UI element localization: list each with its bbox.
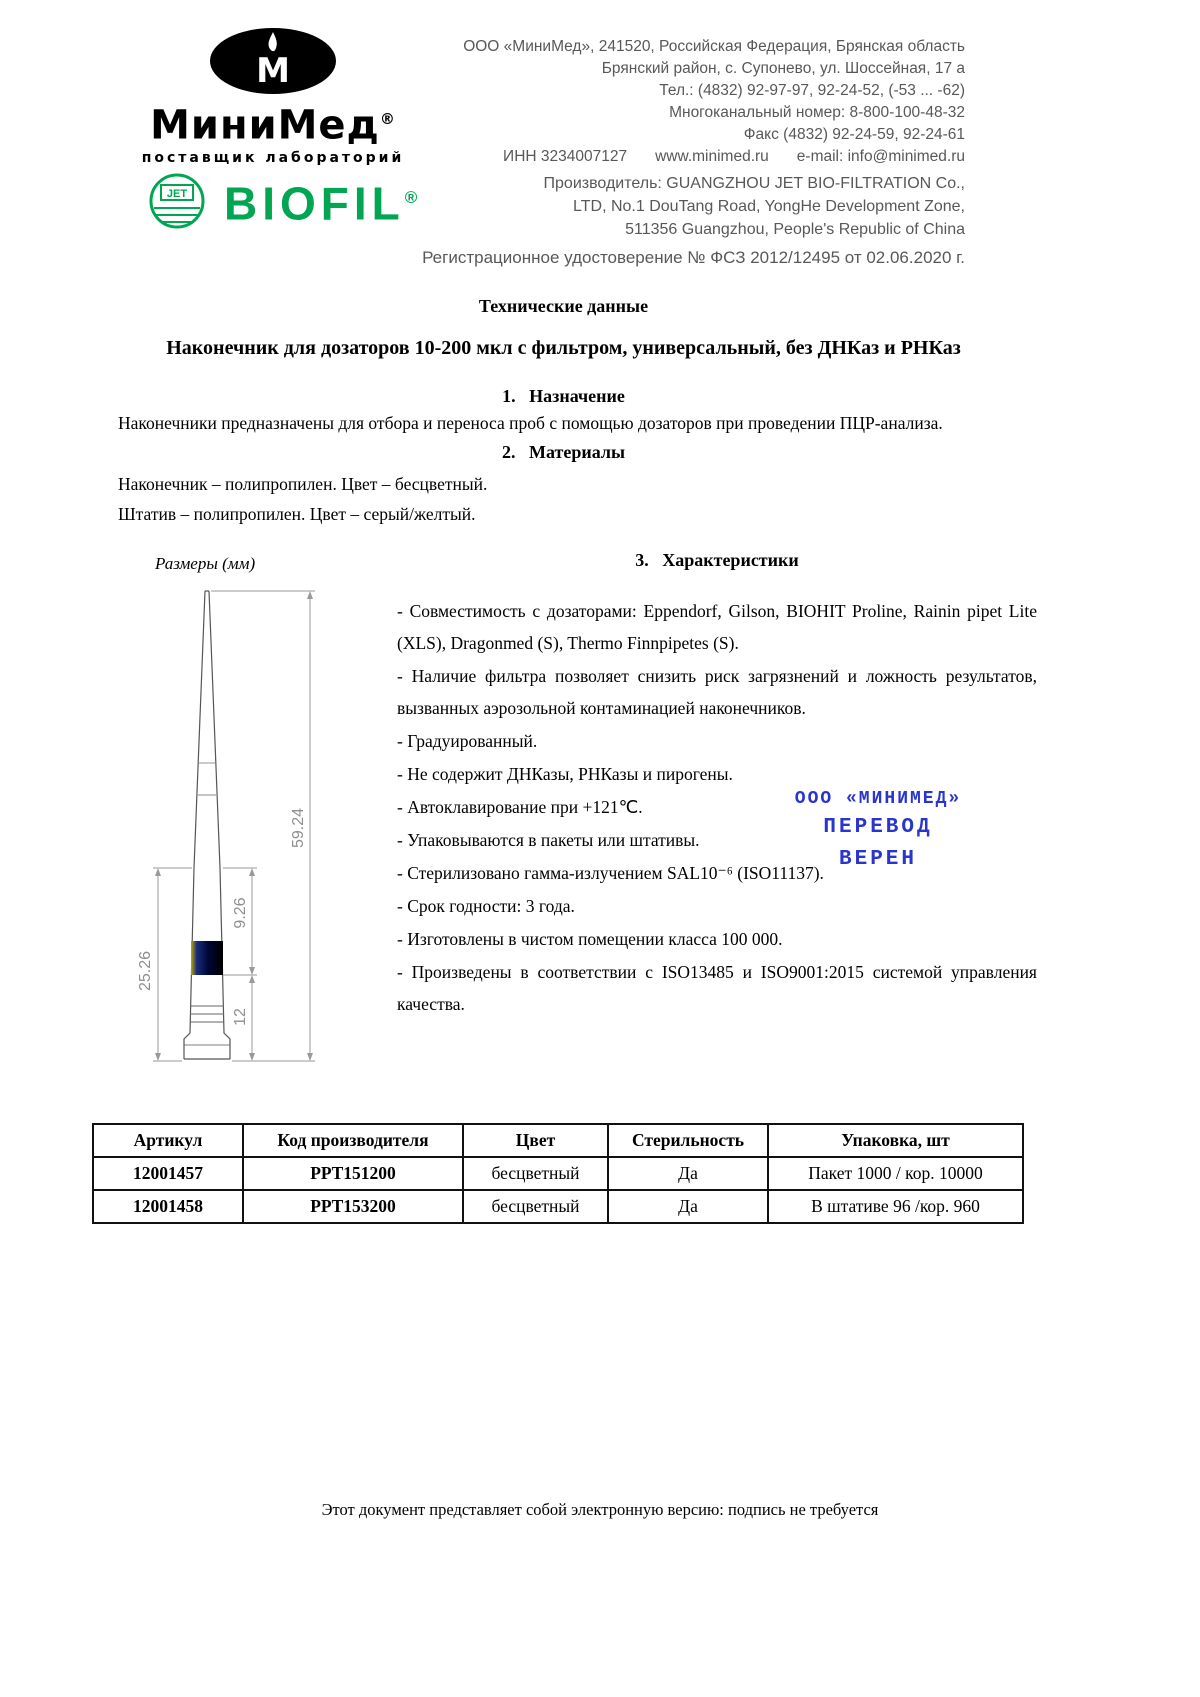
pipette-outline (184, 591, 230, 1059)
dimensions-caption: Размеры (мм) (155, 554, 256, 573)
header-sterility: Стерильность (608, 1124, 768, 1157)
contact-line: ООО «МиниМед», 241520, Российская Федерация, Брянская область (463, 38, 965, 55)
minimed-monogram: М (256, 51, 290, 91)
website-text: www.minimed.ru (655, 148, 769, 165)
document-body (92, 296, 1035, 529)
manufacturer-block (544, 172, 965, 241)
contact-line: Брянский район, с. Супонево, ул. Шоссейная, 17 а (601, 60, 965, 77)
header-mfr-code: Код производителя (243, 1124, 463, 1157)
registration-certificate-line: Регистрационное удостоверение № ФСЗ 2012/12495 от 02.06.2020 г. (422, 248, 965, 267)
manufacturer-line: LTD, No.1 DouTang Road, YongHe Development Zone, (573, 198, 965, 215)
characteristic-item: - Совместимость с дозаторами: Eppendorf, Gilson, BIOHIT Proline, Rainin pipet Lite (XLS), Dragonmed (S), Thermo Finnpipetes (S). (397, 601, 1037, 653)
inn-text: ИНН 3234007127 (503, 148, 628, 165)
header-color: Цвет (463, 1124, 608, 1157)
cell-color: бесцветный (463, 1157, 608, 1190)
materials-line: Штатив – полипропилен. Цвет – серый/желтый. (118, 504, 476, 524)
manufacturer-line: 511356 Guangzhou, People's Republic of China (625, 221, 965, 238)
purpose-heading: 1. Назначение (502, 386, 625, 406)
characteristic-item: - Градуированный. (397, 731, 538, 751)
manufacturer-line: Производитель: GUANGZHOU JET BIO-FILTRATION Co., (543, 175, 965, 192)
product-spec-table (92, 1123, 1024, 1224)
materials-lines (92, 469, 1035, 529)
minimed-logo (128, 26, 418, 166)
registered-mark: ® (404, 188, 418, 208)
materials-heading: 2. Материалы (501, 442, 626, 462)
filter-band (191, 941, 223, 975)
collar-ridges (190, 1006, 224, 1022)
characteristic-item: - Автоклавирование при +121℃. (397, 797, 643, 817)
tech-data-title: Технические данные (478, 296, 649, 316)
table-row (93, 1190, 1023, 1223)
graduation-marks (198, 763, 216, 795)
cell-article: 12001457 (93, 1157, 243, 1190)
cell-packaging: Пакет 1000 / кор. 10000 (768, 1157, 1023, 1190)
translation-stamp (778, 786, 978, 876)
email-text: e-mail: info@minimed.ru (796, 148, 965, 165)
biofil-logo (148, 172, 417, 230)
table-header-row (93, 1124, 1023, 1157)
cell-packaging: В штативе 96 /кор. 960 (768, 1190, 1023, 1223)
contact-line-inn-web-email (463, 146, 965, 168)
biofil-brand-text: BIOFIL (224, 177, 405, 230)
characteristic-item: - Не содержит ДНКазы, РНКазы и пирогены. (397, 764, 733, 784)
cell-mfr-code: PPT151200 (243, 1157, 463, 1190)
minimed-brand-text: МиниМед (150, 102, 380, 149)
cell-article: 12001458 (93, 1190, 243, 1223)
header-article: Артикул (93, 1124, 243, 1157)
minimed-tagline: поставщик лабораторий (141, 150, 405, 167)
dimension-label-overall: 59.24 (290, 807, 307, 849)
characteristics-heading: 3. Характеристики (635, 550, 799, 570)
cell-sterility: Да (608, 1157, 768, 1190)
contact-line: Многоканальный номер: 8-800-100-48-32 (669, 104, 965, 121)
cell-color: бесцветный (463, 1190, 608, 1223)
dimension-label-lower: 25.26 (137, 950, 154, 992)
cell-sterility: Да (608, 1190, 768, 1223)
characteristic-item: - Срок годности: 3 года. (397, 896, 575, 916)
biofil-brand-name (224, 173, 417, 228)
characteristic-item: - Произведены в соответствии с ISO13485 и ISO9001:2015 системой управления качества. (397, 962, 1037, 1014)
dimension-label-collar: 12 (232, 1008, 249, 1026)
pipette-tip-diagram (135, 583, 345, 1088)
characteristic-item: - Наличие фильтра позволяет снизить риск загрязнений и ложность результатов, вызванных аэрозольной контаминацией наконечников. (397, 666, 1037, 718)
registered-mark: ® (379, 110, 396, 128)
jet-globe-icon (148, 172, 206, 230)
materials-line: Наконечник – полипропилен. Цвет – бесцветный. (118, 474, 488, 494)
stamp-verified-line: ПЕРЕВОД ВЕРЕН (823, 816, 933, 871)
electronic-version-note: Этот документ представляет собой электронную версию: подпись не требуется (321, 1500, 879, 1519)
dimension-label-filter: 9.26 (232, 897, 249, 929)
characteristic-item: - Стерилизовано гамма-излучением SAL10⁻⁶ (ISO11137). (397, 863, 824, 883)
header-packaging: Упаковка, шт (768, 1124, 1023, 1157)
contact-line: Факс (4832) 92-24-59, 92-24-61 (743, 126, 965, 143)
purpose-text: Наконечники предназначены для отбора и переноса проб с помощью дозаторов при проведении ПЦР-анализа. (118, 413, 943, 433)
table-row (93, 1157, 1023, 1190)
minimed-brand-name (128, 98, 418, 149)
minimed-oval-icon (207, 26, 339, 96)
contact-line: Тел.: (4832) 92-97-97, 92-24-52, (-53 ... -62) (659, 82, 965, 99)
characteristic-item: - Изготовлены в чистом помещении класса 100 000. (397, 929, 783, 949)
jet-label: JET (166, 188, 188, 200)
product-title: Наконечник для дозаторов 10-200 мкл с фильтром, универсальный, без ДНКаз и РНКаз (166, 337, 961, 359)
cell-mfr-code: PPT153200 (243, 1190, 463, 1223)
stamp-company-line: ООО «МИНИМЕД» (794, 789, 962, 809)
characteristic-item: - Упаковываются в пакеты или штативы. (397, 830, 700, 850)
company-contact-block (463, 36, 965, 168)
